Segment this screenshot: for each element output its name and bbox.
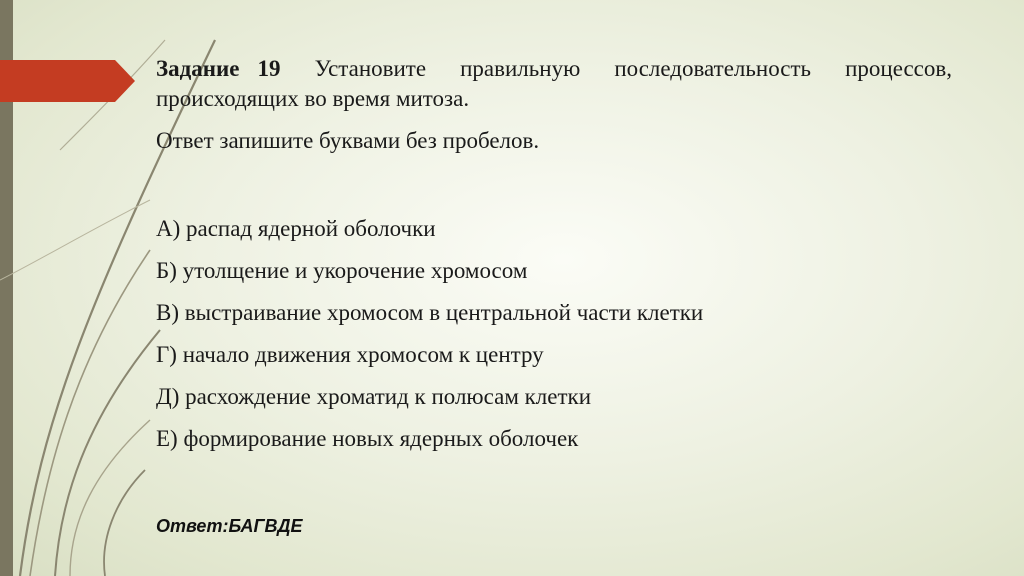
accent-arrow-icon <box>0 60 135 102</box>
option-v: В) выстраивание хромосом в центральной части клетки <box>156 300 704 325</box>
task-text: Установите правильную последовательность процессов, происходящих во время митоза. <box>156 56 953 111</box>
instruction-text: Ответ запишите буквами без пробелов. <box>156 128 540 153</box>
option-e: Е) формирование новых ядерных оболочек <box>156 426 579 451</box>
option-g: Г) начало движения хромосом к центру <box>156 342 544 367</box>
answer-text: Ответ:БАГВДЕ <box>156 516 303 536</box>
options-list <box>156 214 952 454</box>
option-b: Б) утолщение и укорочение хромосом <box>156 258 528 283</box>
option-d: Д) расхождение хроматид к полюсам клетки <box>156 384 592 409</box>
task-number: 19 <box>257 56 281 81</box>
slide-content <box>156 54 952 466</box>
task-heading <box>156 54 952 114</box>
option-a: А) распад ядерной оболочки <box>156 216 436 241</box>
task-label: Задание <box>156 56 240 81</box>
